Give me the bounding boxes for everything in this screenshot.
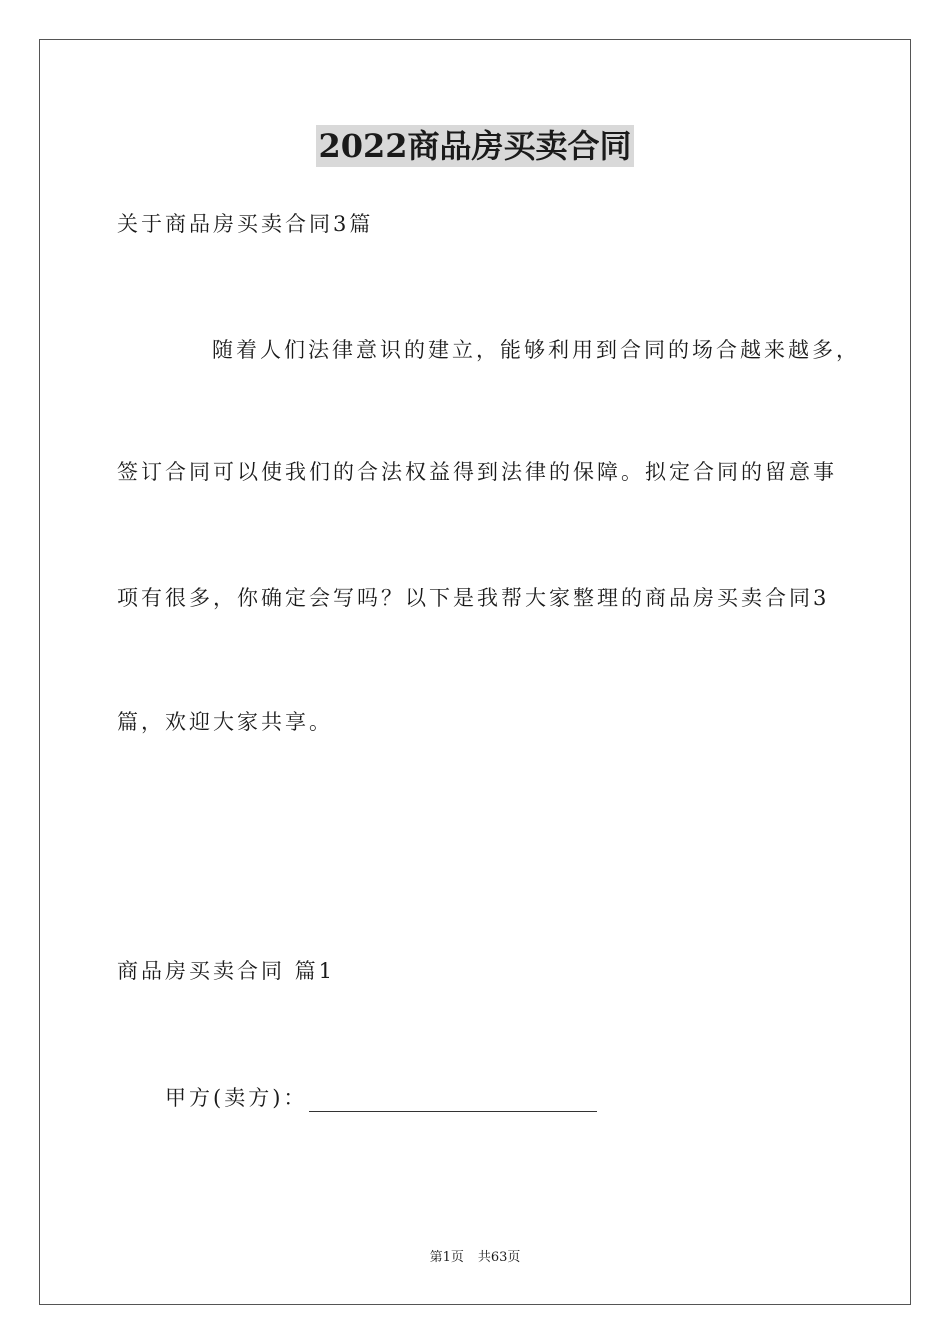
document-title: 2022商品房买卖合同 <box>318 127 632 165</box>
title-container <box>0 125 950 167</box>
party-a-label: 甲方(卖方)： <box>165 1086 308 1110</box>
paragraph-line: 随着人们法律意识的建立，能够利用到合同的场合越来越多， <box>212 338 860 362</box>
party-a-blank-field[interactable] <box>309 1089 597 1112</box>
page-footer <box>0 1249 950 1267</box>
document-subtitle: 关于商品房买卖合同3篇 <box>117 212 374 236</box>
paragraph-line: 项有很多，你确定会写吗？以下是我帮大家整理的商品房买卖合同3 <box>117 586 830 610</box>
page-number: 第1页 <box>429 1250 464 1265</box>
paragraph-line: 签订合同可以使我们的合法权益得到法律的保障。拟定合同的留意事 <box>117 460 837 484</box>
paragraph-line: 篇，欢迎大家共享。 <box>117 710 333 734</box>
party-a-row <box>165 1084 597 1112</box>
page-total: 共63页 <box>477 1250 521 1265</box>
section-heading: 商品房买卖合同 篇1 <box>117 959 336 983</box>
